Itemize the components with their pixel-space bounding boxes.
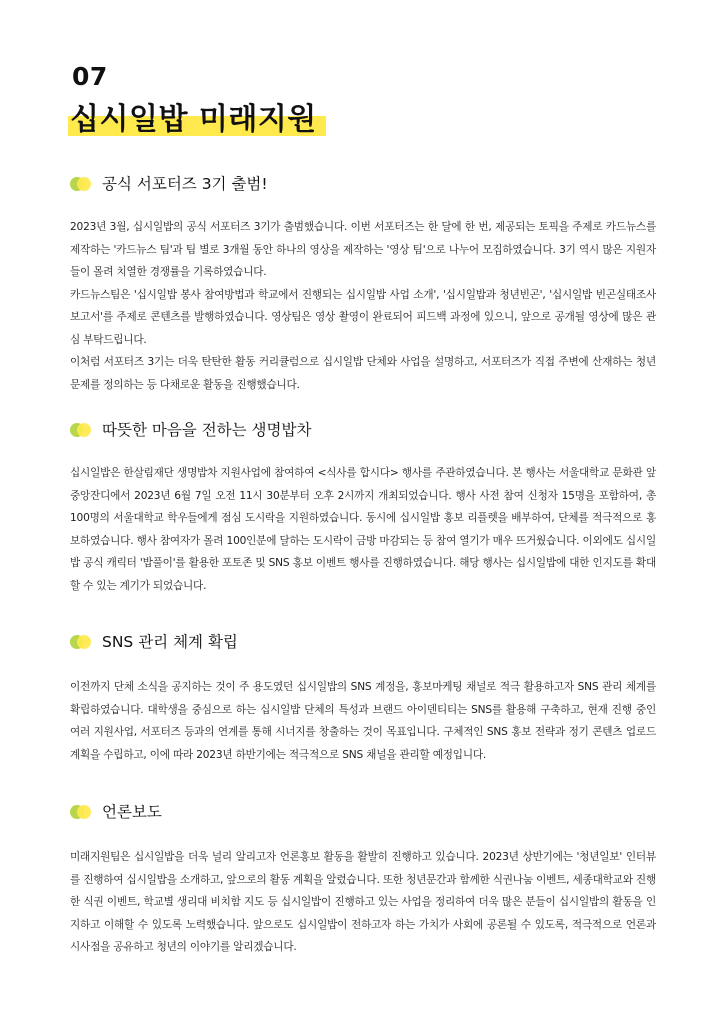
- section-body: [70, 846, 656, 959]
- section-press-coverage: [70, 800, 656, 959]
- chapter-title-block: [68, 94, 317, 138]
- section-body: [70, 462, 656, 597]
- double-circle-bullet-icon: [70, 805, 92, 819]
- chapter-number: 07: [72, 62, 108, 91]
- section-supporters: [70, 172, 656, 396]
- section-heading: [70, 630, 656, 656]
- double-circle-bullet-icon: [70, 177, 92, 191]
- paragraph: 미래지원팀은 십시일밥을 더욱 널리 알리고자 언론홍보 활동을 활발히 진행하고 있습니다. 2023년 상반기에는 '청년일보' 인터뷰를 진행하여 십시일밥을 소개하고, 앞으로의 활동 계획을 알렸습니다. 또한 청년문간과 함께한 식권나눔 이벤트, 세종대학교와 진행한 식권 이벤트, 학교별 생리대 비치함 지도 등 십시일밥이 진행하고 있는 사업을 정리하여 더욱 많은 분들이 십시일밥의 활동을 인지하고 이해할 수 있도록 노력했습니다. 앞으로도 십시일밥이 전하고자 하는 가치가 사회에 공론될 수 있도록, 적극적으로 언론과 시사점을 공유하고 청년의 이야기를 알리겠습니다.: [70, 851, 656, 953]
- section-title: SNS 관리 체계 확립: [102, 633, 238, 651]
- section-title: 공식 서포터즈 3기 출범!: [102, 175, 268, 193]
- section-body: [70, 676, 656, 766]
- section-heading: [70, 418, 656, 444]
- paragraph: 카드뉴스팀은 '십시일밥 봉사 참여방법과 학교에서 진행되는 십시일밥 사업 소개', '십시일밥과 청년빈곤', '십시일밥 빈곤실태조사보고서'를 주제로 콘텐츠를 발행하였습니다. 영상팀은 영상 촬영이 완료되어 피드백 과정에 있으니, 앞으로 공개될 영상에 많은 관심 부탁드립니다.: [70, 288, 656, 346]
- section-body: [70, 216, 656, 396]
- chapter-title: 십시일밥 미래지원: [70, 102, 317, 137]
- section-title: 언론보도: [102, 803, 162, 821]
- paragraph: 이처럼 서포터즈 3기는 더욱 탄탄한 활동 커리큘럼으로 십시일밥 단체와 사업을 설명하고, 서포터즈가 직접 주변에 산재하는 청년 문제를 정의하는 등 다채로운 활동을 진행했습니다.: [70, 356, 656, 391]
- section-heading: [70, 800, 656, 826]
- section-heading: [70, 172, 656, 198]
- paragraph: 십시일밥은 한살림재단 생명밥차 지원사업에 참여하여 <식사를 합시다> 행사를 주관하였습니다. 본 행사는 서울대학교 문화관 앞 중앙잔디에서 2023년 6월 7일 오전 11시 30분부터 오후 2시까지 개최되었습니다. 행사 사전 참여 신청자 15명을 포함하여, 총 100명의 서울대학교 학우들에게 점심 도시락을 지원하였습니다. 동시에 십시일밥 홍보 리플렛을 배부하여, 단체를 적극적으로 홍보하였습니다. 행사 참여자가 몰려 100인분에 달하는 도시락이 금방 마감되는 등 참여 열기가 매우 뜨거웠습니다. 이외에도 십시일밥 공식 캐릭터 '밥풀이'를 활용한 포토존 및 SNS 홍보 이벤트 행사를 진행하였습니다. 해당 행사는 십시일밥에 대한 인지도를 확대할 수 있는 계기가 되었습니다.: [70, 467, 656, 592]
- double-circle-bullet-icon: [70, 423, 92, 437]
- section-sns-management: [70, 630, 656, 766]
- double-circle-bullet-icon: [70, 635, 92, 649]
- paragraph: 이전까지 단체 소식을 공지하는 것이 주 용도였던 십시일밥의 SNS 계정을, 홍보마케팅 채널로 적극 활용하고자 SNS 관리 체계를 확립하였습니다. 대학생을 중심으로 하는 십시일밥 단체의 특성과 브랜드 아이덴티티는 SNS를 활용해 구축하고, 현재 진행 중인 여러 지원사업, 서포터즈 등과의 연계를 통해 시너지를 창출하는 것이 목표입니다. 구체적인 SNS 홍보 전략과 정기 콘텐츠 업로드 계획을 수립하고, 이에 따라 2023년 하반기에는 적극적으로 SNS 채널을 관리할 예정입니다.: [70, 681, 656, 761]
- section-title: 따뜻한 마음을 전하는 생명밥차: [102, 421, 312, 439]
- section-life-meal-truck: [70, 418, 656, 597]
- paragraph: 2023년 3월, 십시일밥의 공식 서포터즈 3기가 출범했습니다. 이번 서포터즈는 한 달에 한 번, 제공되는 토픽을 주제로 카드뉴스를 제작하는 '카드뉴스 팀'과 팀 별로 3개월 동안 하나의 영상을 제작하는 '영상 팀'으로 나누어 모집하였습니다. 3기 역시 많은 지원자들이 몰려 치열한 경쟁률을 기록하였습니다.: [70, 221, 656, 278]
